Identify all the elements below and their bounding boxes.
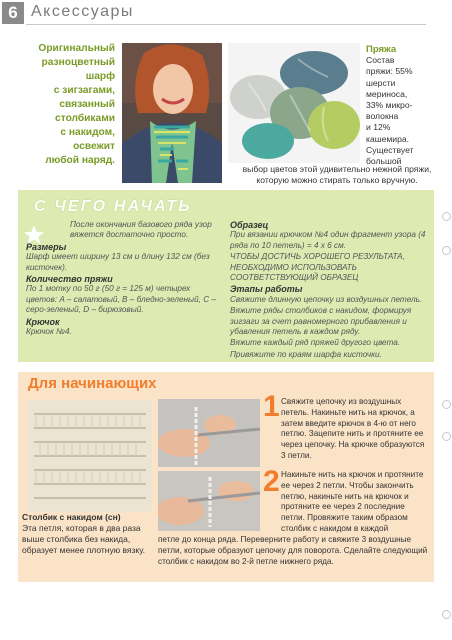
stitch-text: Эта петля, которая в два раза выше столбика без накида, образует менее плотную вязку. [22, 523, 145, 555]
step1-photo [158, 399, 260, 467]
composition-line: и 12% [366, 122, 391, 133]
sizes-text: Шарф имеет ширину 13 см и длину 132 см (без кисточек). [26, 252, 210, 272]
intro-line: любой наряд. [45, 155, 115, 166]
composition-line: кашемира. [366, 133, 410, 144]
binder-hole [442, 432, 451, 441]
stitch-swatch-photo [28, 400, 152, 512]
page-number: 6 [2, 2, 24, 24]
binder-hole [442, 400, 451, 409]
intro-line: шарф [85, 71, 115, 82]
step2-text: Накиньте нить на крючок и протяните ее через 2 петли. Чтобы закончить петлю, накиньте нить на крючок и протяните ее через 2 последние петли. Провяжите таким образом столбик с накидом в каждой [281, 470, 424, 533]
composition-line: пряжи: 55% [366, 66, 413, 77]
composition-line: Существует [366, 144, 414, 155]
sample-warning: ЧТОБЫ ДОСТИЧЬ ХОРОШЕГО РЕЗУЛЬТАТА, НЕОБХОДИМО ИСПОЛЬЗОВАТЬ СООТВЕТСТВУЮЩИЙ ОБРАЗЕЦ [230, 252, 405, 283]
beginners-section [18, 372, 434, 582]
composition-line: мериноса, [366, 88, 408, 99]
stitch-description [22, 512, 152, 556]
intro-line: Оригинальный [38, 43, 115, 54]
step1-number: 1 [263, 390, 280, 423]
step2-text-continued: петле до конца ряда. Переверните работу и свяжите 3 воздушные петли, которые образуют цепочку для поворота. Сделайте следующий столбик с накидом во 2-й петле нижнего ряда. [158, 535, 428, 566]
sample-title: Образец [230, 220, 269, 230]
binder-hole [442, 212, 451, 221]
right-column [230, 220, 426, 361]
getting-started-title: С ЧЕГО НАЧАТЬ [34, 198, 192, 215]
sample-text: При вязании крючком №4 один фрагмент узора (4 ряда по 10 петель) = 4 х 6 см. [230, 230, 426, 250]
section-title: Аксессуары [31, 3, 134, 20]
yarn-balls-photo [228, 43, 360, 163]
sizes-title: Размеры [26, 241, 67, 252]
yarn-amount-title: Количество пряжи [26, 274, 113, 285]
stage-item: Вяжите каждый ряд пряжей другого цвета. [230, 338, 401, 348]
intro-line: с зигзагами, [53, 85, 115, 96]
woman-scarf-photo [122, 43, 222, 183]
yarn-composition [366, 44, 446, 167]
stage-item: Привяжите по краям шарфа кисточки. [230, 349, 382, 359]
getting-started-section [18, 190, 434, 362]
step1-text: Свяжите цепочку из воздушных петель. Накиньте нить на крючок, а затем введите крючок в 4-ю от него петлю. Зацепите нить и протяните ее через цепочку. На крючке образуются 3 петли. [281, 397, 425, 460]
stage-item: Вяжите ряды столбиков с накидом, формируя зигзаги за счет равномерного прибавления и убавления петель в каждом ряду. [230, 306, 412, 337]
yarn-amount-text: По 1 мотку по 50 г (50 г = 125 м) четырех цветов: A – салатовый, B – бледно-зеленый, C – серо-зеленый, D – бирюзовый. [26, 284, 216, 315]
composition-line: волокна [366, 111, 399, 122]
composition-line: 33% микро- [366, 100, 413, 111]
yarn-title: Пряжа [366, 44, 397, 55]
composition-line: Состав [366, 55, 395, 66]
intro-note: После окончания базового ряда узор вяжется достаточно просто. [70, 220, 212, 240]
composition-line: большой [366, 156, 402, 167]
yarn-caption: выбор цветов этой удивительно нежной пряжи, которую можно стирать только вручную. [242, 164, 432, 186]
hook-text: Крючок №4. [26, 327, 72, 337]
binder-hole [442, 610, 451, 619]
composition-line: шерсти [366, 77, 396, 88]
page-header [0, 0, 452, 26]
beginners-title: Для начинающих [28, 375, 157, 392]
hook-title: Крючок [26, 316, 60, 327]
intro-line: освежит [73, 141, 115, 152]
intro-line: связанный [59, 99, 115, 110]
stages-title: Этапы работы [230, 284, 303, 295]
intro-line: разноцветный [41, 57, 115, 68]
step2-number: 2 [263, 465, 280, 498]
step2-photo [158, 471, 260, 531]
intro-text [8, 42, 115, 168]
left-column [26, 220, 218, 338]
stage-item: Свяжите длинную цепочку из воздушных петель. [230, 294, 423, 304]
intro-line: столбиками [55, 113, 115, 124]
header-divider [26, 24, 426, 25]
stitch-title: Столбик с накидом (сн) [22, 512, 121, 522]
binder-hole [442, 246, 451, 255]
intro-line: с накидом, [60, 127, 115, 138]
